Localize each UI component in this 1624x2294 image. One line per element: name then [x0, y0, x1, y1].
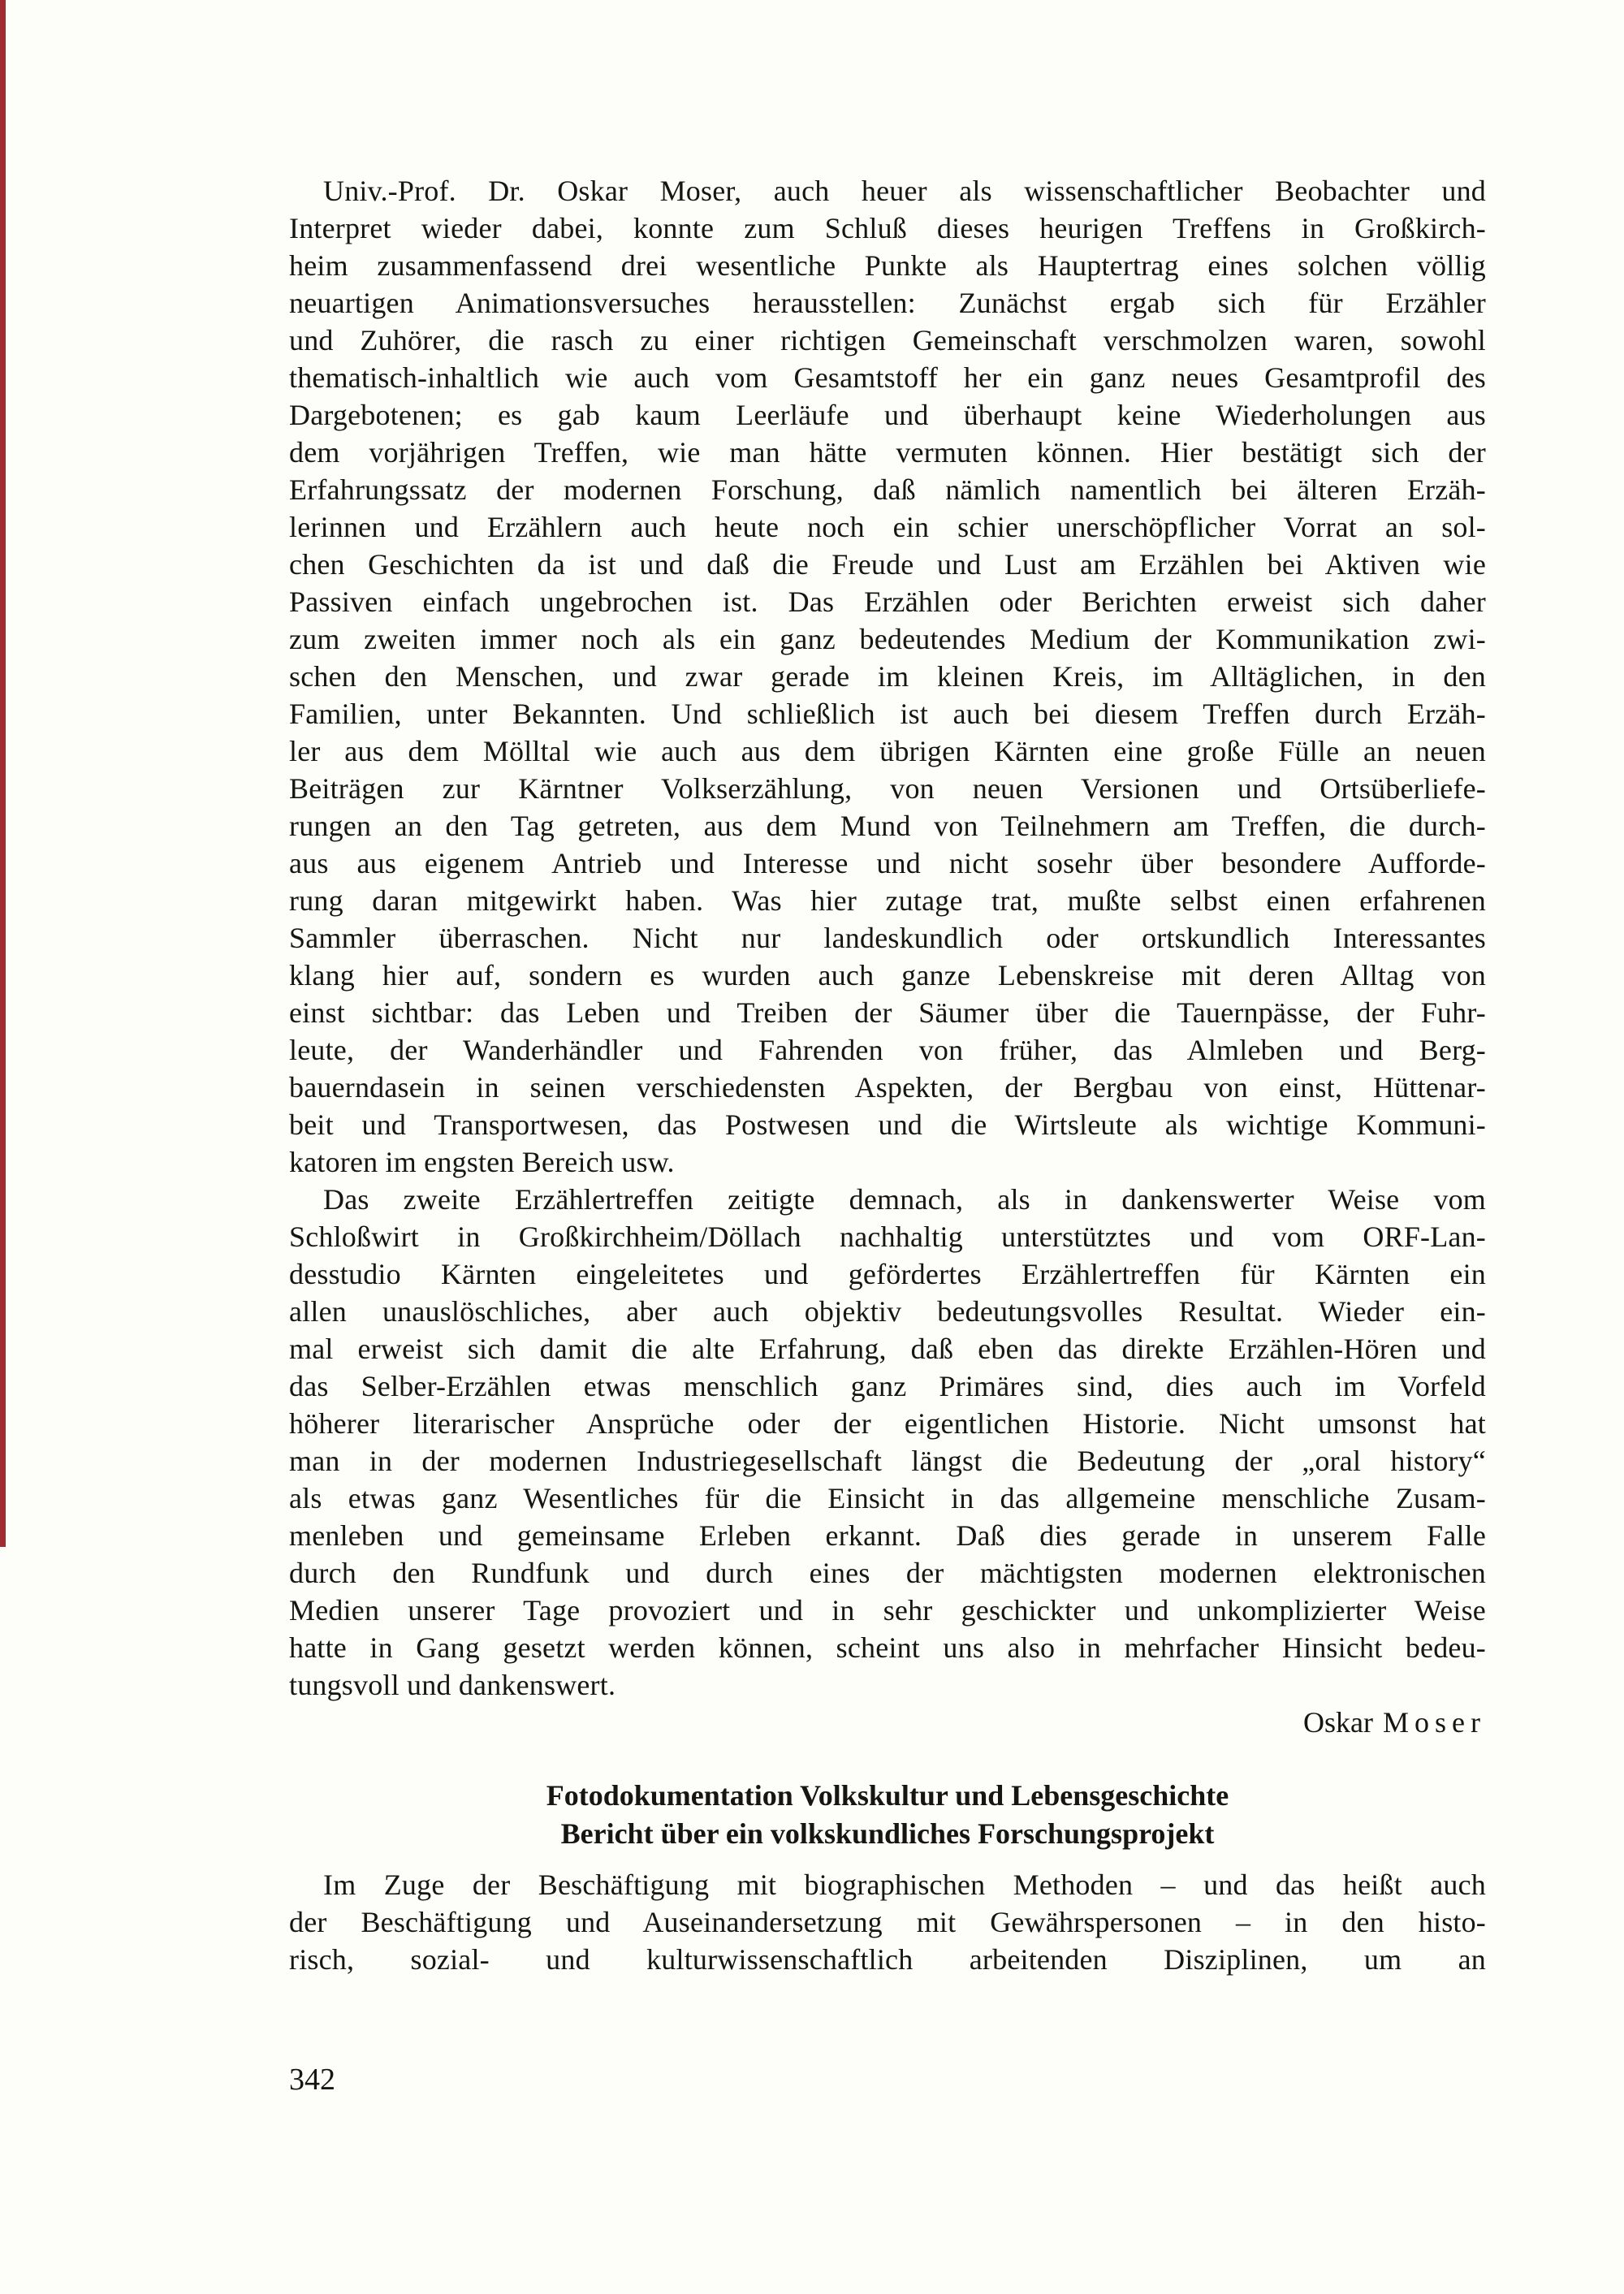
text-line: höherer literarischer Ansprüche oder der eigentlichen Historie. Nicht umsonst hat — [289, 1407, 1486, 1440]
scan-edge-artifact — [0, 0, 6, 1547]
text-line: ler aus dem Mölltal wie auch aus dem übrigen Kärnten eine große Fülle an neuen — [289, 735, 1486, 767]
text-line: bauerndasein in seinen verschiedensten Aspekten, der Bergbau von einst, Hüttenar- — [289, 1071, 1486, 1104]
text-line: und Zuhörer, die rasch zu einer richtigen Gemeinschaft verschmolzen waren, sowohl — [289, 324, 1486, 356]
text-line: beit und Transportwesen, das Postwesen und die Wirtsleute als wichtige Kommuni- — [289, 1108, 1486, 1141]
text-line: schen den Menschen, und zwar gerade im kleinen Kreis, im Alltäglichen, in den — [289, 660, 1486, 693]
text-line: durch den Rundfunk und durch eines der mächtigsten modernen elektronischen — [289, 1557, 1486, 1589]
text-line: desstudio Kärnten eingeleitetes und gefördertes Erzählertreffen für Kärnten ein — [289, 1258, 1486, 1290]
text-line: Schloßwirt in Großkirchheim/Döllach nachhaltig unterstütztes und vom ORF-Lan- — [289, 1220, 1486, 1253]
text-line: risch, sozial- und kulturwissenschaftlich arbeitenden Disziplinen, um an — [289, 1943, 1486, 1976]
text-line: aus aus eigenem Antrieb und Interesse und nicht sosehr über besondere Aufforde- — [289, 847, 1486, 879]
text-line: Univ.-Prof. Dr. Oskar Moser, auch heuer als wissenschaftlicher Beobachter und — [323, 175, 1486, 207]
section-heading — [289, 1777, 1486, 1853]
paragraph-1 — [289, 172, 1486, 1181]
text-line: thematisch-inhaltlich wie auch vom Gesamtstoff her ein ganz neues Gesamtprofil des — [289, 361, 1486, 394]
text-line: katoren im engsten Bereich usw. — [289, 1146, 675, 1178]
text-line: dem vorjährigen Treffen, wie man hätte vermuten können. Hier bestätigt sich der — [289, 436, 1486, 469]
text-line: allen unauslöschliches, aber auch objektiv bedeutungsvolles Resultat. Wieder ein- — [289, 1295, 1486, 1328]
text-line: der Beschäftigung und Auseinandersetzung mit Gewährspersonen – in den histo- — [289, 1906, 1486, 1938]
text-line: einst sichtbar: das Leben und Treiben der Säumer über die Tauernpässe, der Fuhr- — [289, 996, 1486, 1029]
section-heading-line-1: Fotodokumentation Volkskultur und Lebensgeschichte — [546, 1779, 1229, 1812]
text-line: Beiträgen zur Kärntner Volkserzählung, von neuen Versionen und Ortsüberliefe- — [289, 772, 1486, 805]
text-line: das Selber-Erzählen etwas menschlich ganz Primäres sind, dies auch im Vorfeld — [289, 1370, 1486, 1402]
text-line: Sammler überraschen. Nicht nur landeskundlich oder ortskundlich Interessantes — [289, 922, 1486, 954]
text-line: man in der modernen Industriegesellschaft längst die Bedeutung der „oral history“ — [289, 1445, 1486, 1477]
text-line: Im Zuge der Beschäftigung mit biographischen Methoden – und das heißt auch — [323, 1868, 1486, 1901]
signature-first-name: Oskar — [1303, 1706, 1373, 1739]
text-line: lerinnen und Erzählern auch heute noch ein schier unerschöpflicher Vorrat an sol- — [289, 511, 1486, 543]
text-line: Medien unserer Tage provoziert und in sehr geschickter und unkomplizierter Weise — [289, 1594, 1486, 1627]
text-line: rungen an den Tag getreten, aus dem Mund von Teilnehmern am Treffen, die durch- — [289, 810, 1486, 842]
text-line: Familien, unter Bekannten. Und schließlich ist auch bei diesem Treffen durch Erzäh- — [289, 698, 1486, 730]
text-column — [289, 172, 1486, 1978]
text-line: chen Geschichten da ist und daß die Freude und Lust am Erzählen bei Aktiven wie — [289, 548, 1486, 581]
section-heading-line-2: Bericht über ein volkskundliches Forschungsprojekt — [560, 1817, 1215, 1850]
text-line: neuartigen Animationsversuches herausstellen: Zunächst ergab sich für Erzähler — [289, 287, 1486, 319]
page-number: 342 — [289, 2063, 335, 2097]
author-signature — [289, 1704, 1486, 1741]
text-line: Das zweite Erzählertreffen zeitigte demnach, als in dankenswerter Weise vom — [323, 1183, 1486, 1216]
text-line: Passiven einfach ungebrochen ist. Das Erzählen oder Berichten erweist sich daher — [289, 585, 1486, 618]
text-line: Dargebotenen; es gab kaum Leerläufe und überhaupt keine Wiederholungen aus — [289, 399, 1486, 431]
text-line: rung daran mitgewirkt haben. Was hier zutage trat, mußte selbst einen erfahrenen — [289, 884, 1486, 917]
text-line: Interpret wieder dabei, konnte zum Schluß dieses heurigen Treffens in Großkirch- — [289, 212, 1486, 244]
text-line: zum zweiten immer noch als ein ganz bedeutendes Medium der Kommunikation zwi- — [289, 623, 1486, 655]
text-line: menleben und gemeinsame Erleben erkannt. Daß dies gerade in unserem Falle — [289, 1519, 1486, 1552]
text-line: klang hier auf, sondern es wurden auch ganze Lebenskreise mit deren Alltag von — [289, 959, 1486, 991]
text-line: als etwas ganz Wesentliches für die Einsicht in das allgemeine menschliche Zusam- — [289, 1482, 1486, 1514]
signature-last-name: Moser — [1383, 1706, 1486, 1739]
paragraph-2 — [289, 1181, 1486, 1704]
text-line: leute, der Wanderhändler und Fahrenden von früher, das Almleben und Berg- — [289, 1034, 1486, 1066]
text-line: hatte in Gang gesetzt werden können, scheint uns also in mehrfacher Hinsicht bedeu- — [289, 1631, 1486, 1664]
text-line: Erfahrungssatz der modernen Forschung, daß nämlich namentlich bei älteren Erzäh- — [289, 473, 1486, 506]
text-line: mal erweist sich damit die alte Erfahrung, daß eben das direkte Erzählen-Hören und — [289, 1333, 1486, 1365]
paragraph-3 — [289, 1866, 1486, 1978]
text-line: heim zusammenfassend drei wesentliche Punkte als Hauptertrag eines solchen völlig — [289, 249, 1486, 282]
text-line: tungsvoll und dankenswert. — [289, 1669, 616, 1701]
